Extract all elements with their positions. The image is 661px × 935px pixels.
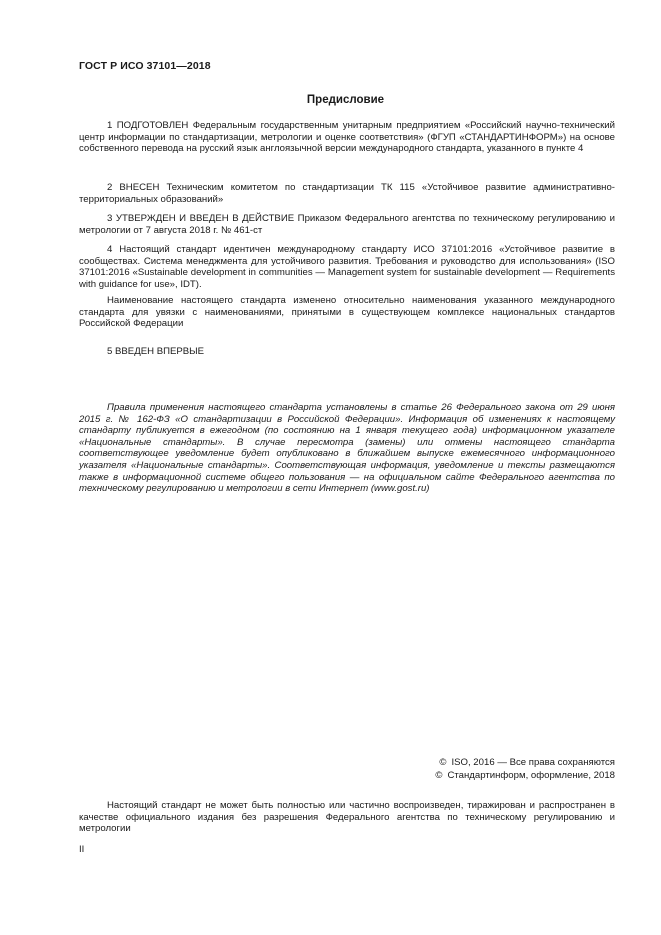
copyright-iso: [439, 757, 615, 769]
copyright-icon: ©: [439, 757, 447, 768]
page-number: II: [79, 844, 85, 855]
document-id-header: ГОСТ Р ИСО 37101—2018: [79, 60, 211, 72]
page-title: Предисловие: [306, 94, 385, 106]
paragraph-title-changed: Наименование настоящего стандарта изменено относительно наименования указанного международного стандарта для увязки с наименованиями, принятыми в существующем комплексе национальных стандартов Российской Федерации: [79, 295, 615, 330]
paragraph-identical-standard: 4 Настоящий стандарт идентичен международному стандарту ИСО 37101:2016 «Устойчивое развитие в сообществах. Система менеджмента для устойчивого развития. Требования и руководство для использования» (ISO 37101:2016 «Sustainable development in communities — Management system for sustainable development — Requirements with guidance for use», IDT).: [79, 244, 615, 290]
copyright-standartinform: [435, 770, 615, 782]
paragraph-introduced-by: 2 ВНЕСЕН Техническим комитетом по стандартизации ТК 115 «Устойчивое развитие административно-территориальных образований»: [79, 182, 615, 205]
copyright-standartinform-text: Стандартинформ, оформление, 2018: [447, 770, 615, 781]
copyright-icon: ©: [435, 770, 443, 781]
copyright-iso-text: ISO, 2016 — Все права сохраняются: [451, 757, 615, 768]
reproduction-notice: Настоящий стандарт не может быть полностью или частично воспроизведен, тиражирован и распространен в качестве официального издания без разрешения Федерального агентства по техническому регулированию и метрологии: [79, 800, 615, 835]
paragraph-approved: 3 УТВЕРЖДЕН И ВВЕДЕН В ДЕЙСТВИЕ Приказом Федерального агентства по техническому регулированию и метрологии от 7 августа 2018 г. № 461-ст: [79, 213, 615, 236]
application-rules-notice: Правила применения настоящего стандарта установлены в статье 26 Федерального закона от 29 июня 2015 г. № 162-ФЗ «О стандартизации в Российской Федерации». Информация об изменениях к настоящему стандарту публикуется в ежегодном (по состоянию на 1 января текущего года) информационном указателе «Национальные стандарты». В случае пересмотра (замены) или отмены настоящего стандарта соответствующее уведомление будет опубликовано в ближайшем выпуске ежемесячного информационного указателя «Национальные стандарты». Соответствующая информация, уведомление и тексты размещаются также в информационной системе общего пользования — на официальном сайте Федерального агентства по техническому регулированию и метрологии в сети Интернет (www.gost.ru): [79, 402, 615, 495]
paragraph-prepared-by: 1 ПОДГОТОВЛЕН Федеральным государственным унитарным предприятием «Российский научно-технический центр информации по стандартизации, метрологии и оценке соответствия» (ФГУП «СТАНДАРТИНФОРМ») на основе собственного перевода на русский язык англоязычной версии международного стандарта, указанного в пункте 4: [79, 120, 615, 155]
paragraph-first-introduced: 5 ВВЕДЕН ВПЕРВЫЕ: [107, 346, 205, 357]
